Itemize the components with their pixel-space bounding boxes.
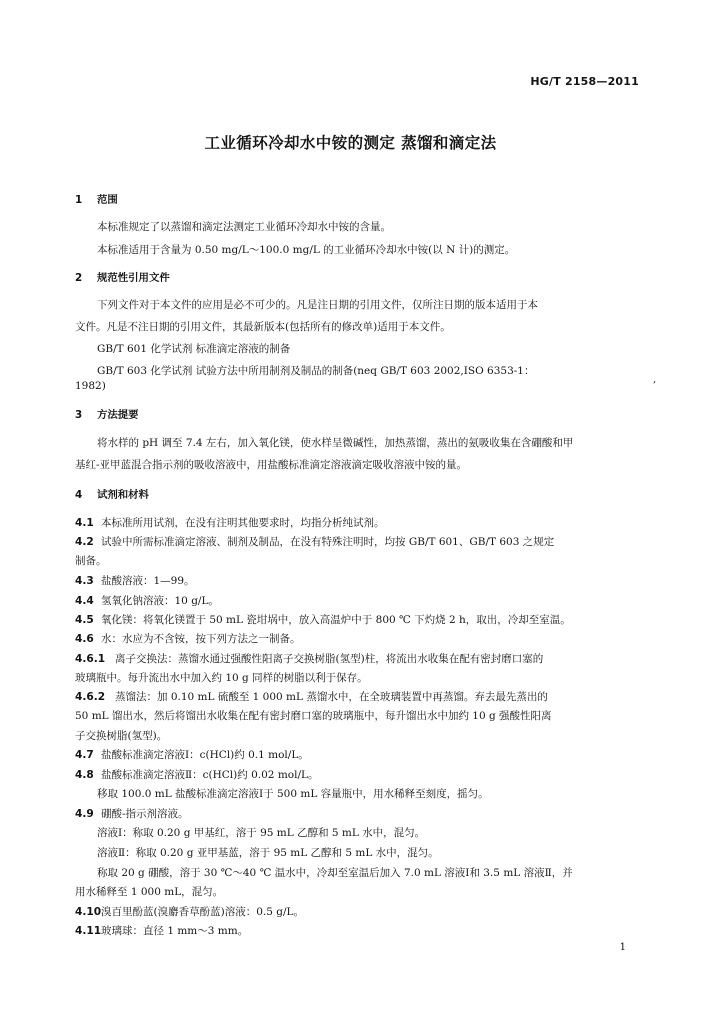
clause-text: 氧化镁：将氧化镁置于 50 mL 瓷坩埚中，放入高温炉中于 800 ℃ 下灼烧 2 h，取出，冷却至室温。: [101, 614, 571, 626]
section-title: 规范性引用文件: [97, 272, 170, 284]
clause-text-continued: 制备。: [75, 555, 107, 567]
section-4-heading: [75, 490, 149, 500]
paragraph: 本标准规定了以蒸馏和滴定法测定工业循环冷却水中铵的含量。: [97, 221, 391, 233]
clause-text: 溴百里酚蓝(溴麝香草酚蓝)溶液：0.5 g/L。: [101, 906, 304, 918]
clause-number: 4.2: [75, 536, 94, 548]
paragraph: 本标准适用于含量为 0.50 mg/L～100.0 mg/L 的工业循环冷却水中铵(以 N 计)的测定。: [97, 244, 516, 256]
page-number: 1: [619, 942, 626, 953]
clause-text-continued: 50 mL 馏出水，然后将馏出水收集在配有密封磨口塞的玻璃瓶中，每升馏出水中加约 10 g 强酸性阳离: [75, 710, 552, 722]
clause-text-continued: 称取 20 g 硼酸，溶于 30 ℃～40 ℃ 温水中，冷却至室温后加入 7.0 mL 溶液Ⅰ和 3.5 mL 溶液Ⅱ，并: [97, 867, 573, 879]
reference-item: GB/T 601 化学试剂 标准滴定溶液的制备: [97, 343, 291, 355]
reference-item-continued: 1982): [75, 380, 106, 392]
clause-text-continued: 玻璃瓶中。每升流出水中加入约 10 g 同样的树脂以利于保存。: [75, 672, 368, 684]
clause-text-continued: 溶液Ⅱ：称取 0.20 g 亚甲基蓝，溶于 95 mL 乙醇和 5 mL 水中，混匀。: [97, 847, 439, 859]
paragraph-line: 下列文件对于本文件的应用是必不可少的。凡是注日期的引用文件，仅所注日期的版本适用于本: [97, 299, 538, 311]
section-1-heading: [75, 195, 118, 205]
clause-text: 盐酸标准滴定溶液Ⅱ：c(HCl)约 0.02 mol/L。: [101, 769, 319, 781]
document-title: 工业循环冷却水中铵的测定 蒸馏和滴定法: [204, 134, 497, 152]
clause-text-continued: 溶液Ⅰ：称取 0.20 g 甲基红，溶于 95 mL 乙醇和 5 mL 水中，混匀。: [97, 827, 426, 839]
clause-text: 水：水应为不含铵，按下列方法之一制备。: [101, 633, 301, 645]
paragraph-line: 文件。凡是不注日期的引用文件，其最新版本(包括所有的修改单)适用于本文件。: [75, 321, 451, 333]
section-number: 1: [75, 194, 83, 206]
section-title: 范围: [97, 194, 118, 206]
clause-number: 4.6.1: [75, 653, 106, 665]
reference-item: GB/T 603 化学试剂 试验方法中所用制剂及制品的制备(neq GB/T 603 2002,ISO 6353-1：: [97, 365, 535, 377]
clause-text: 本标准所用试剂，在没有注明其他要求时，均指分析纯试剂。: [101, 517, 385, 529]
section-title: 试剂和材料: [97, 489, 149, 501]
clause-text: 盐酸标准滴定溶液Ⅰ：c(HCl)约 0.1 mol/L。: [101, 749, 309, 761]
section-number: 2: [75, 272, 83, 284]
clause-number: 4.5: [75, 614, 94, 626]
clause-number: 4.3: [75, 575, 94, 587]
clause-number: 4.11: [75, 925, 102, 937]
clause-text: 蒸馏法：加 0.10 mL 硫酸至 1 000 mL 蒸馏水中，在全玻璃装置中再蒸馏。弃去最先蒸出的: [115, 691, 548, 703]
section-3-heading: [75, 410, 139, 420]
section-2-heading: [75, 273, 170, 283]
paragraph-line: 将水样的 pH 调至 7.4 左右，加入氧化镁，使水样呈微碱性，加热蒸馏，蒸出的氨吸收集在含硼酸和甲: [97, 437, 574, 449]
clause-number: 4.9: [75, 808, 94, 820]
clause-number: 4.10: [75, 906, 102, 918]
margin-mark: ,: [653, 374, 657, 385]
clause-text: 玻璃球：直径 1 mm～3 mm。: [101, 925, 249, 937]
clause-text-continued: 移取 100.0 mL 盐酸标准滴定溶液Ⅰ于 500 mL 容量瓶中，用水稀释至刻度，摇匀。: [97, 788, 489, 800]
clause-text: 氢氧化钠溶液：10 g/L。: [101, 595, 219, 607]
clause-text: 盐酸溶液：1—99。: [101, 575, 195, 587]
section-number: 4: [75, 489, 83, 501]
clause-text: 试验中所需标准滴定溶液、制剂及制品，在没有特殊注明时，均按 GB/T 601、GB/T 603 之规定: [101, 536, 555, 548]
clause-number: 4.6: [75, 633, 94, 645]
standard-number: HG/T 2158—2011: [530, 75, 639, 88]
section-number: 3: [75, 409, 83, 421]
paragraph-line: 基红-亚甲蓝混合指示剂的吸收溶液中，用盐酸标准滴定溶液滴定吸收溶液中铵的量。: [75, 459, 468, 471]
section-title: 方法提要: [97, 409, 139, 421]
clause-number: 4.6.2: [75, 691, 106, 703]
clause-number: 4.4: [75, 595, 94, 607]
clause-text-continued: 用水稀释至 1 000 mL，混匀。: [75, 886, 224, 898]
clause-number: 4.8: [75, 769, 94, 781]
clause-text-continued: 子交换树脂(氢型)。: [75, 730, 168, 742]
clause-number: 4.7: [75, 749, 94, 761]
clause-number: 4.1: [75, 517, 94, 529]
clause-text: 离子交换法：蒸馏水通过强酸性阳离子交换树脂(氢型)柱，将流出水收集在配有密封磨口塞的: [115, 653, 544, 665]
clause-text: 硼酸-指示剂溶液。: [101, 808, 189, 820]
